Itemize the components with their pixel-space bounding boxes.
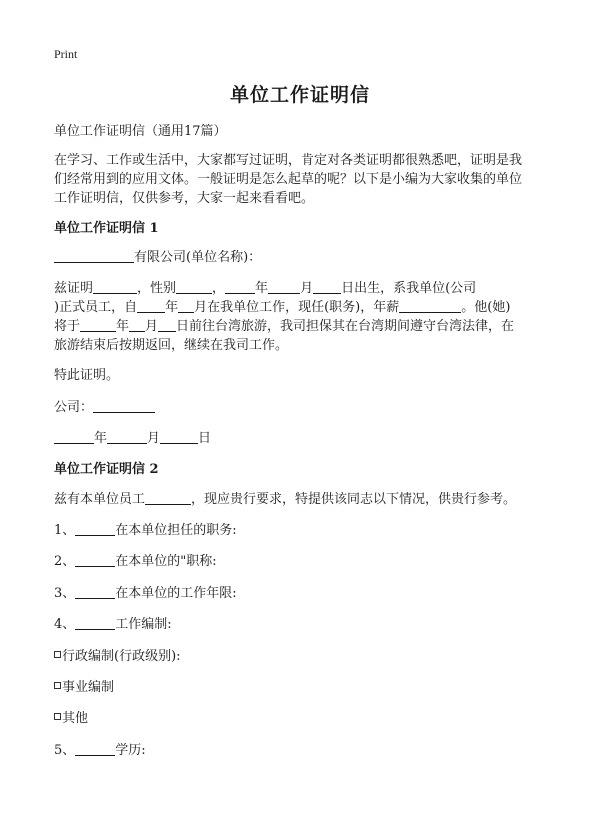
text-segment: )正式员工，自 (54, 300, 138, 315)
text-segment: 。他(她) (461, 300, 511, 315)
date-day-blank (160, 429, 198, 444)
item-blank (75, 615, 115, 630)
checkbox-icon (54, 651, 61, 658)
text-segment: 月在我单位工作，现任(职务)，年薪 (194, 300, 400, 315)
intro-line-3: 工作证明信，仅供参考，大家一起来看看吧。 (54, 191, 315, 206)
option-institutional (54, 678, 554, 698)
item-number: 4、 (54, 617, 76, 632)
text-segment: 将于 (54, 319, 81, 334)
date-line (54, 429, 554, 449)
date-month-blank (107, 429, 147, 444)
text-segment: 日前往台湾旅游，我司担保其在台湾期间遵守台湾法律，在 (176, 319, 515, 334)
birth-year-blank (225, 279, 255, 294)
text-segment: 年 (255, 281, 269, 296)
cert-body-line-2 (54, 298, 554, 318)
checkbox-icon (54, 682, 61, 689)
cert-body-line-3 (54, 317, 554, 337)
page-title: 单位工作证明信 (229, 84, 370, 106)
item-blank (75, 584, 115, 599)
text-segment: 月 (300, 281, 314, 296)
item-number: 3、 (54, 586, 76, 601)
text-segment: ，性别 (137, 281, 177, 296)
option-administrative (54, 647, 554, 667)
closing-text: 特此证明。 (54, 368, 120, 383)
birth-day-blank (313, 279, 341, 294)
start-year-blank (137, 298, 165, 313)
intro-line-2: 们经常用到的应用文体。一般证明是怎么起草的呢？以下是小编为大家收集的单位 (54, 172, 523, 187)
subtitle: 单位工作证明信（通用17篇） (54, 124, 227, 139)
date-month-label: 月 (147, 431, 161, 446)
company-name-label: 有限公司(单位名称)： (134, 250, 262, 265)
item-text: 在本单位的"职称: (115, 554, 217, 569)
item-number: 2、 (54, 554, 76, 569)
section-heading-2: 单位工作证明信 2 (54, 462, 159, 477)
section-heading-1: 单位工作证明信 1 (54, 221, 159, 236)
item-number: 5、 (54, 743, 76, 758)
company-signature-blank (93, 398, 155, 413)
company-label: 公司： (54, 400, 94, 415)
birth-month-blank (268, 279, 300, 294)
item-blank (75, 741, 115, 756)
list-item-4 (54, 615, 554, 635)
gender-blank (176, 279, 212, 294)
cert-body-line-1 (54, 279, 554, 299)
date-day-label: 日 (198, 431, 212, 446)
item-blank (75, 521, 115, 536)
text-segment: 月 (145, 319, 159, 334)
item-text: 学历: (115, 743, 146, 758)
list-item-1 (54, 521, 554, 541)
date-year-label: 年 (94, 431, 108, 446)
employee-name-blank (145, 490, 191, 505)
company-name-blank (54, 248, 134, 263)
option-label: 行政编制(行政级别): (62, 649, 181, 664)
travel-month-blank (129, 317, 145, 332)
text-segment: ，现应贵行要求，特提供该同志以下情况，供贵行参考。 (191, 492, 517, 507)
item-number: 1、 (54, 523, 76, 538)
list-item-5 (54, 741, 554, 761)
travel-day-blank (158, 317, 176, 332)
option-label: 事业编制 (62, 680, 115, 695)
company-name-line (54, 248, 554, 268)
item-blank (75, 552, 115, 567)
text-segment: 年 (116, 319, 130, 334)
date-year-blank (54, 429, 94, 444)
text-segment: 兹有本单位员工 (54, 492, 146, 507)
text-segment: 兹证明 (54, 281, 94, 296)
name-blank (93, 279, 137, 294)
text-segment: ， (212, 281, 226, 296)
list-item-2 (54, 552, 554, 572)
print-link[interactable]: Print (54, 47, 78, 61)
text-segment: 年 (165, 300, 179, 315)
section2-intro (54, 490, 554, 510)
item-text: 在本单位的工作年限: (115, 586, 237, 601)
intro-line-1: 在学习、工作或生活中，大家都写过证明，肯定对各类证明都很熟悉吧，证明是我 (54, 153, 523, 168)
item-text: 在本单位担任的职务: (115, 523, 237, 538)
list-item-3 (54, 584, 554, 604)
salary-blank (399, 298, 461, 313)
text-segment: 日出生，系我单位(公司 (341, 281, 477, 296)
company-signature-line (54, 398, 554, 418)
checkbox-icon (54, 713, 61, 720)
travel-year-blank (80, 317, 116, 332)
cert-body-line-4: 旅游结束后按期返回，继续在我司工作。 (54, 338, 289, 353)
item-text: 工作编制: (115, 617, 172, 632)
start-month-blank (178, 298, 194, 313)
option-other (54, 709, 554, 729)
option-label: 其他 (62, 711, 89, 726)
